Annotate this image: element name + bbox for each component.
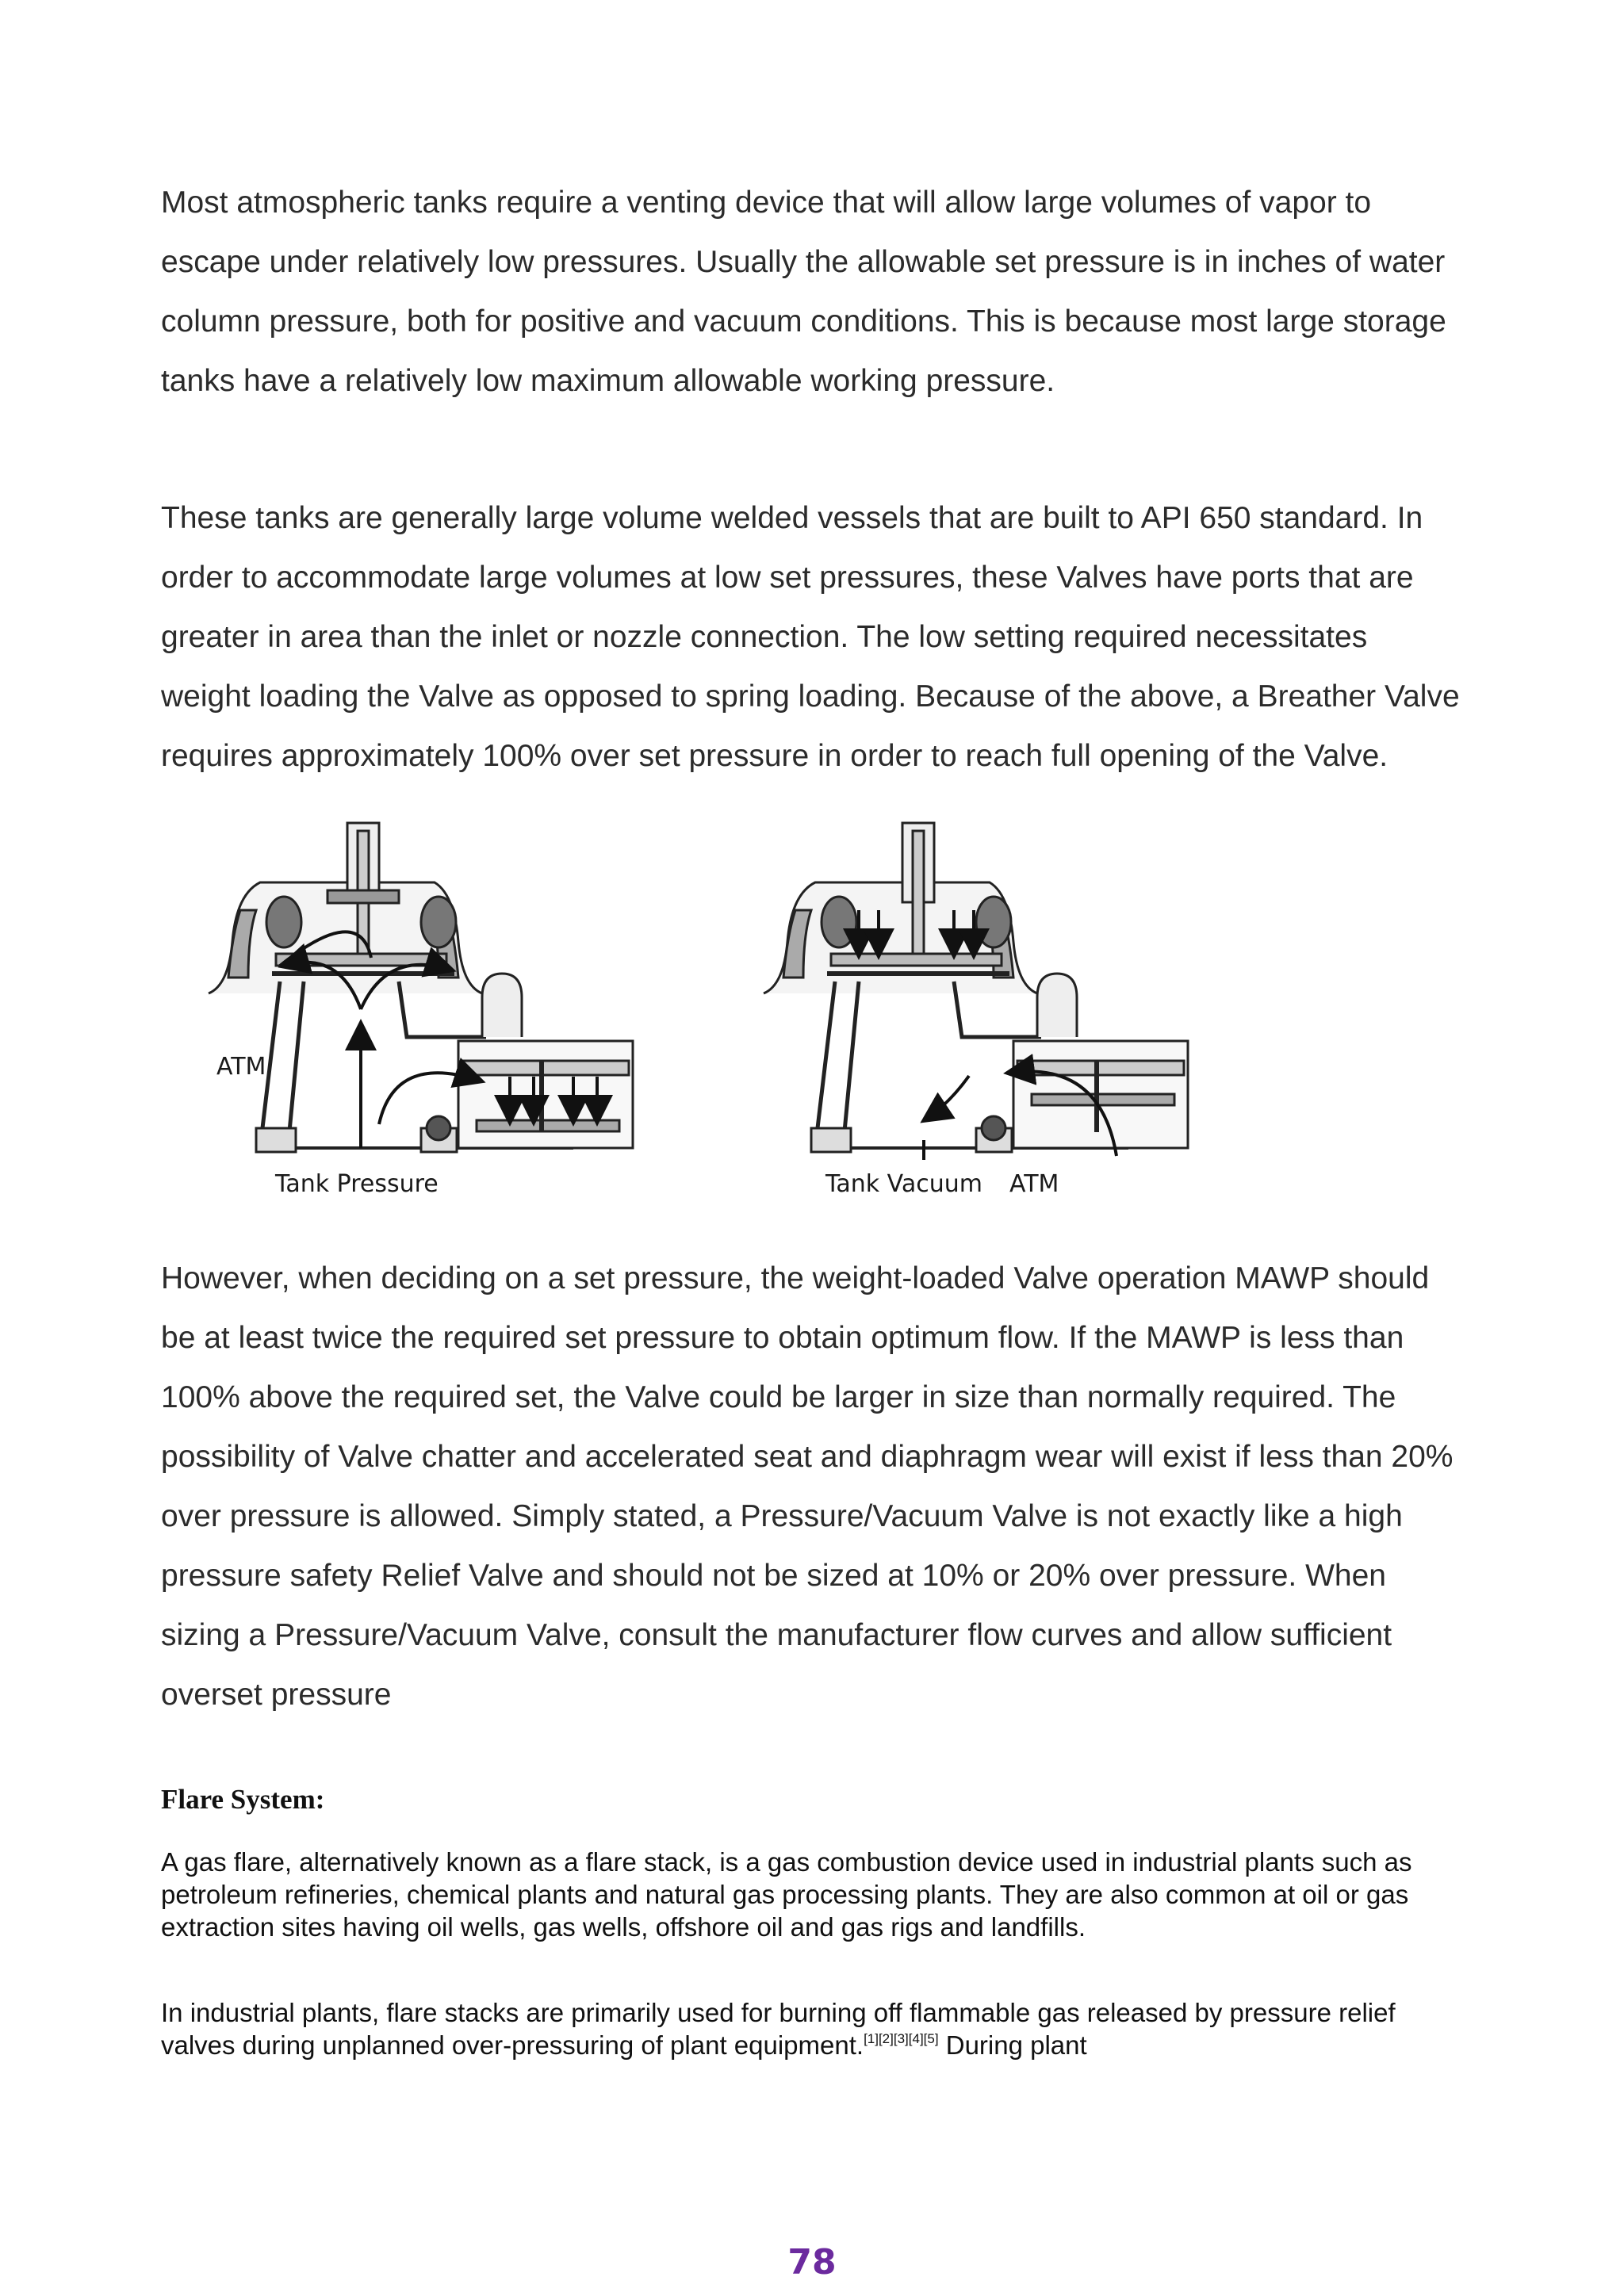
label-atm-left: ATM [216, 1053, 266, 1081]
pressure-valve-drawing [209, 823, 633, 1152]
vacuum-valve-drawing [764, 823, 1188, 1152]
paragraph-flare-stacks-main: In industrial plants, flare stacks are primarily used for burning off flammable gas released by pressure relief valves during unplanned over-pressuring of plant equipment. [161, 1998, 1396, 2060]
paragraph-flare-stacks [161, 1996, 1461, 2061]
paragraph-flare-stacks-tail: During plant [938, 2030, 1087, 2060]
label-atm-right: ATM [1009, 1170, 1059, 1198]
label-tank-pressure: Tank Pressure [275, 1170, 439, 1198]
page-number: 78 [787, 2242, 837, 2283]
paragraph-venting-intro: Most atmospheric tanks require a venting device that will allow large volumes of vapor to escape under relatively low pressures. Usually the allowable set pressure is in inches of water column pressure, both for positive and vacuum conditions. This is because most large storage tanks have a relatively low maximum allowable working pressure. [161, 186, 1446, 398]
paragraph-api-650: These tanks are generally large volume welded vessels that are built to API 650 standard. In order to accommodate large volumes at low set pressures, these Valves have ports that are greater in area than the inlet or nozzle connection. The low setting required necessitates weight loading the Valve as opposed to spring loading. Because of the above, a Breather Valve requires approximately 100% over set pressure in order to reach full opening of the Valve. [161, 501, 1460, 773]
reference-links[interactable]: [1][2][3][4][5] [864, 2031, 939, 2046]
label-tank-vacuum: Tank Vacuum [825, 1170, 982, 1198]
breather-valve-figure [161, 815, 1461, 1211]
paragraph-mawp: However, when deciding on a set pressure, the weight-loaded Valve operation MAWP should be at least twice the required set pressure to obtain optimum flow. If the MAWP is less than 100% above the required set, the Valve could be larger in size than normally required. The possibility of Valve chatter and accelerated seat and diaphragm wear will exist if less than 20% over pressure is allowed. Simply stated, a Pressure/Vacuum Valve is not exactly like a high pressure safety Relief Valve and should not be sized at 10% or 20% over pressure. When sizing a Pressure/Vacuum Valve, consult the manufacturer flow curves and allow sufficient overset pressure [161, 1261, 1454, 1712]
breather-valve-diagram [161, 815, 1461, 1211]
section-heading-flare-system: Flare System: [161, 1784, 325, 1815]
paragraph-gas-flare: A gas flare, alternatively known as a flare stack, is a gas combustion device used in industrial plants such as petroleum refineries, chemical plants and natural gas processing plants. They are also common at oil or gas extraction sites having oil wells, gas wells, offshore oil and gas rigs and landfills. [161, 1847, 1412, 1942]
